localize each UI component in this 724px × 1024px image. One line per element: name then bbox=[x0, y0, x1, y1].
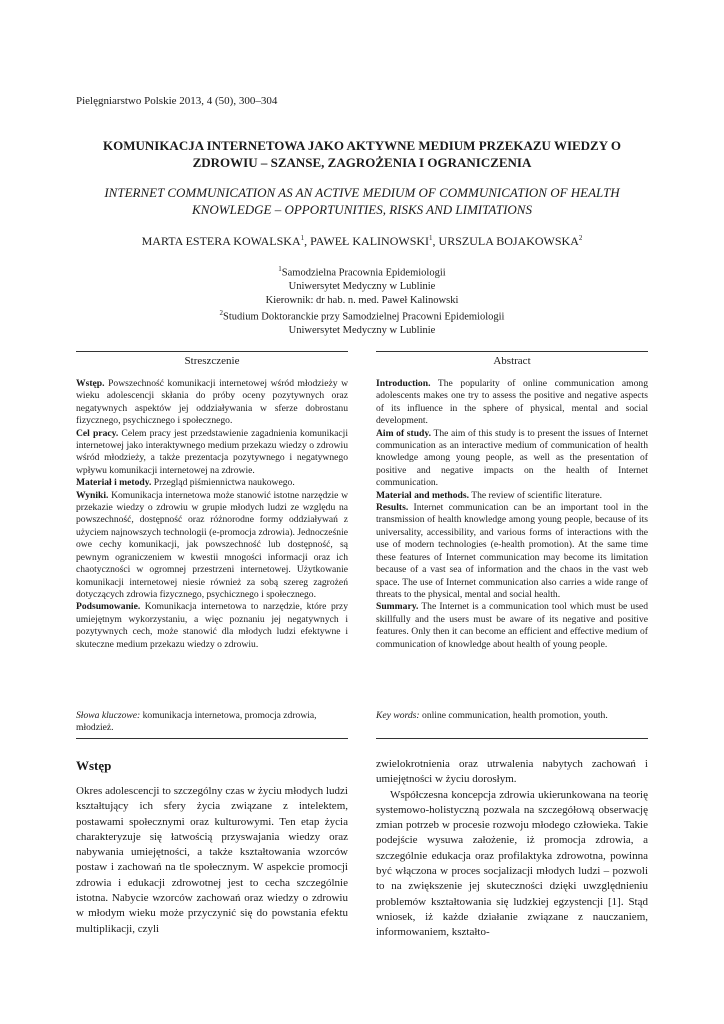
section-text: The aim of this study is to present the issues of Internet communication as an interactive medium of communication of health knowledge among young people, as well as the presentation of positive and negative impacts on the health of Internet communication. bbox=[376, 427, 648, 489]
keywords-english bbox=[376, 710, 648, 722]
keywords-polish bbox=[76, 710, 348, 735]
affiliation-line bbox=[76, 307, 648, 324]
affiliation-mark: 1 bbox=[278, 265, 282, 273]
abstract-top-rule bbox=[376, 351, 648, 352]
section-text: The Internet is a communication tool which must be used skillfully and the users must be aware of its negative and positive features. Only then it can become an efficient and effective medium of communication of knowledge about health of young people. bbox=[376, 601, 648, 650]
section-label: Materiał i metody. bbox=[76, 477, 152, 489]
streszczenie-bottom-rule bbox=[76, 738, 348, 739]
section-label: Wstęp. bbox=[76, 378, 105, 389]
section-text: The popularity of online communication among adolescents makes one try to assess the positive and negative aspects of its influence in the sphere of physical, mental and social development. bbox=[376, 378, 648, 427]
body-paragraph: Współczesna koncepcja zdrowia ukierunkowana na teorię systemowo-holistyczną pozwala na szczegółową obserwację zmian potrzeb w procesie rozwoju młodego człowieka. Takie podejście wysuwa założenie, iż promocja zdrowia, a szczególnie edukacja oraz profilaktyka zdrowotna, powinna być włączona w proces socjalizacji młodych ludzi – pozwoli to na zwiększenie jej skuteczności dzięki uwzględnieniu problemów kształtowania się ludzkiej egzystencji [1]. Stąd wniosek, iż każde działanie związane z nauczaniem, informowaniem, kształto- bbox=[376, 788, 648, 939]
section-label: Material and methods. bbox=[376, 489, 470, 501]
body-right-column bbox=[376, 757, 648, 941]
keywords-text: komunikacja internetowa, promocja zdrowia, młodzież. bbox=[76, 710, 317, 734]
section-heading-wstep: Wstęp bbox=[76, 758, 112, 773]
author-name: URSZULA BOJAKOWSKA bbox=[438, 234, 579, 248]
author-affiliation-mark: 1 bbox=[429, 234, 433, 242]
author-affiliation-mark: 2 bbox=[578, 234, 583, 242]
streszczenie-top-rule bbox=[76, 351, 348, 352]
author-name: PAWEŁ KALINOWSKI bbox=[310, 234, 430, 248]
title-polish: KOMUNIKACJA INTERNETOWA JAKO AKTYWNE MEDIUM PRZEKAZU WIEDZY O ZDROWIU – SZANSE, ZAGROŻENIA I OGRANICZENIA bbox=[102, 138, 621, 170]
body-left-column bbox=[76, 784, 348, 937]
abstract-section bbox=[376, 601, 648, 651]
abstract-section bbox=[376, 490, 648, 502]
streszczenie-body bbox=[76, 378, 348, 651]
abstract-bottom-rule bbox=[376, 738, 648, 739]
streszczenie-section bbox=[76, 477, 348, 489]
journal-reference: Pielęgniarstwo Polskie 2013, 4 (50), 300–304 bbox=[76, 95, 278, 107]
body-paragraph: Okres adolescencji to szczególny czas w życiu młodych ludzi kształtujący ich sfery życia związane z intelektem, postawami społecznymi oraz kulturowymi. Ten etap życia charakteryzuje się łatwością przyswajania wiedzy oraz nabywania umiejętności, a także kształtowania wzorców postaw i zachowań na tle społecznym. W aspekcie promocji zdrowia i edukacji zdrowotnej jest to cecha szczególnie istotna. Nabycie wzorców zachowań oraz wiedzy o zdrowiu w młodym wieku może przyczynić się do powstania efektu multiplikacji, czyli bbox=[76, 785, 348, 935]
section-label: Wyniki. bbox=[76, 489, 109, 501]
title-english: INTERNET COMMUNICATION AS AN ACTIVE MEDIUM OF COMMUNICATION OF HEALTH KNOWLEDGE – OPPORTUNITIES, RISKS AND LIMITATIONS bbox=[104, 185, 620, 217]
affiliation-text: Studium Doktoranckie przy Samodzielnej Pracowni Epidemiologii bbox=[223, 311, 505, 323]
section-text: Komunikacja internetowa może stanowić istotne narzędzie w przekazie wiedzy o zdrowiu w grupie młodych ludzi ze względu na powszechność, dostępność oraz różnorodne formy oddziaływań z użyciem najnowszych technologii (e-promocja zdrowia). Jednocześnie owe cechy komunikacji, jak powszechność lub dostępność, są pewnym ograniczeniem w kwestii mnogości informacji oraz ich chaotyczności w ogromnej przestrzeni internetowej. Użytkowanie komunikacji internetowej niesie również za sobą szereg zagrożeń dotyczących zdrowia fizycznego, psychicznego i społecznego. bbox=[76, 489, 348, 600]
abstract-section bbox=[376, 378, 648, 428]
section-label: Introduction. bbox=[376, 378, 431, 389]
section-label: Aim of study. bbox=[376, 427, 432, 439]
abstract-heading: Abstract bbox=[493, 355, 531, 367]
keywords-text: online communication, health promotion, youth. bbox=[419, 710, 608, 721]
affiliation-mark: 2 bbox=[219, 309, 224, 317]
author-name: MARTA ESTERA KOWALSKA bbox=[141, 234, 301, 248]
affiliation-line: Kierownik: dr hab. n. med. Paweł Kalinowski bbox=[265, 294, 459, 306]
streszczenie-section bbox=[76, 428, 348, 478]
affiliation-line: Uniwersytet Medyczny w Lublinie bbox=[288, 281, 436, 292]
section-text: Internet communication can be an important tool in the transmission of health knowledge among young people, because of its universality, accessibility, and various forms of interactions with the use of modern technologies (e-health promotion). At the same time these features of Internet communication may become its limitation because of a vast sea of information and the chaos in the vast web space. The use of Internet communication also carries a wide range of threats to the physical, mental and social health. bbox=[376, 502, 648, 600]
section-text: Przegląd piśmiennictwa naukowego. bbox=[151, 477, 295, 489]
streszczenie-section bbox=[76, 601, 348, 651]
streszczenie-section bbox=[76, 378, 348, 428]
keywords-label: Słowa kluczowe: bbox=[76, 710, 141, 721]
section-text: Komunikacja internetowa to narzędzie, które przy umiejętnym wykorzystaniu, a więc poznaniu jej negatywnych i pozytywnych cech, może stanowić dla młodych ludzi efektywne i skuteczne medium przekazu wiedzy o zdrowiu. bbox=[76, 601, 348, 650]
author-list: MARTA ESTERA KOWALSKA$^1$, PAWEŁ KALINOWSKI$^1$, URSZULA BOJAKOWSKA$^2$ bbox=[141, 234, 583, 248]
abstract-section bbox=[376, 428, 648, 490]
affiliation-text: Samodzielna Pracownia Epidemiologii bbox=[281, 267, 446, 279]
section-label: Cel pracy. bbox=[76, 427, 119, 439]
section-label: Results. bbox=[376, 502, 409, 514]
affiliations bbox=[76, 263, 648, 338]
streszczenie-section bbox=[76, 490, 348, 602]
streszczenie-heading: Streszczenie bbox=[184, 355, 240, 367]
abstract-section bbox=[376, 502, 648, 601]
abstract-body bbox=[376, 378, 648, 651]
section-label: Summary. bbox=[376, 601, 419, 613]
affiliation-line: Uniwersytet Medyczny w Lublinie bbox=[288, 325, 436, 336]
section-text: Celem pracy jest przedstawienie zagadnienia komunikacji internetowej jako interaktywnego medium przekazu wiedzy o zdrowiu wśród młodzieży, a także prezentacja pozytywnego i negatywnego wpływu komunikacji internetowej na zdrowie. bbox=[76, 427, 348, 476]
section-text: The review of scientific literature. bbox=[469, 489, 603, 501]
body-paragraph: zwielokrotnienia oraz utrwalenia nabytych zachowań i umiejętności w życiu dorosłym. bbox=[376, 758, 648, 786]
section-text: Powszechność komunikacji internetowej wśród młodzieży w wieku adolescencji skłania do próby oceny pozytywnych oraz negatywnych aspektów jej oddziaływania w sferze dobrostanu fizycznego, psychicznego i społecznego. bbox=[76, 378, 348, 427]
keywords-label: Key words: bbox=[376, 710, 420, 721]
section-label: Podsumowanie. bbox=[76, 601, 141, 613]
author-affiliation-mark: 1 bbox=[300, 234, 305, 242]
affiliation-line bbox=[76, 263, 648, 280]
